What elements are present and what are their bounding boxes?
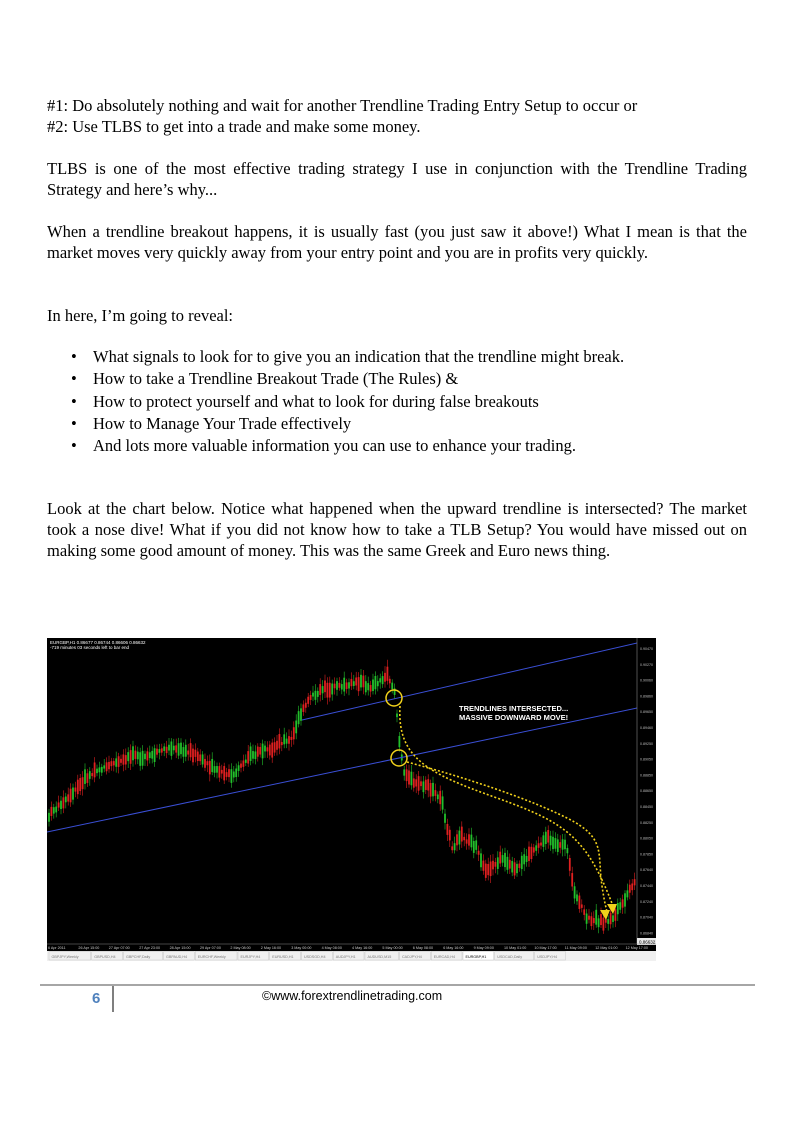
time-tick-label: 26 Apr 15:00 [78,946,100,950]
price-tick-label: 0.88250 [640,820,653,825]
option-line-1: #1: Do absolutely nothing and wait for another Trendline Trading Entry Setup to occur or [47,96,638,115]
time-tick-label: 4 May 16:00 [352,946,373,950]
chart-header-line-2: -719 minutes 03 seconds left to bar end [50,645,130,650]
annotation-line-2: MASSIVE DOWNWARD MOVE! [459,713,569,722]
tlbs-intro-paragraph: TLBS is one of the most effective trading strategy I use in conjunction with the Trendline Trading Strategy and here’s why... [47,159,747,199]
bullet-item: • How to Manage Your Trade effectively [47,413,747,435]
bullet-icon: • [71,413,77,433]
time-tick-label: 28 Apr 15:00 [169,946,191,950]
bullet-icon: • [71,436,77,456]
symbol-tab-label: EURCHF,Weekly [197,954,226,959]
price-tick-label: 0.90470 [640,647,653,651]
price-tick-label: 0.89650 [640,710,653,715]
bullet-item: • How to protect yourself and what to look for during false breakouts [47,391,747,413]
bullet-icon: • [71,347,77,366]
reveal-intro: In here, I’m going to reveal: [47,306,234,325]
symbol-tab-label: EURGBP,H1 [465,954,487,959]
symbol-tab-label: USDCAD,Daily [497,954,523,959]
forex-chart-screenshot [47,638,656,961]
chart-intro-paragraph: Look at the chart below. Notice what happened when the upward trendline is intersected? The market took a nose dive! What if you did not know how to take a TLB Setup? You would have missed out on making some good amount of money. This was the same Greek and Euro news thing. [47,499,747,560]
symbol-tab-label: GBPJPY,Weekly [51,954,79,959]
breakout-speed-paragraph: When a trendline breakout happens, it is usually fast (you just saw it above!) What I mean is that the market moves very quickly away from your entry point and you are in profits very quickly. [47,222,747,262]
price-tick-label: 0.88450 [640,805,653,809]
bullet-item: • And lots more valuable information you can use to enhance your trading. [47,435,747,457]
symbol-tab-label: GBPCHF,Daily [126,954,151,959]
price-tick-label: 0.87850 [640,852,653,857]
time-tick-label: 5 May 00:00 [382,946,403,950]
footer-divider [40,984,755,986]
page-number-divider [112,986,114,1012]
price-tick-label: 0.87440 [640,884,653,888]
bullet-item: • How to take a Trendline Breakout Trade (The Rules) & [47,368,747,390]
price-tick-label: 0.89460 [640,726,653,730]
price-tick-label: 0.87040 [640,915,653,920]
price-tick-label: 0.90060 [640,678,653,683]
time-tick-label: 6 Apr 2011 [48,946,66,950]
time-tick-label: 2 May 08:00 [230,946,251,950]
price-tick-label: 0.90270 [640,662,653,667]
price-tick-label: 0.89050 [640,757,653,762]
price-tick-label: 0.88650 [640,789,653,794]
symbol-tab-label: GBPAUD,H4 [166,954,188,959]
time-tick-label: 29 Apr 07:00 [200,946,221,950]
chart-header-line-1: EURGBP,H1 0.86677 0.86744 0.86606 0.86632 [50,640,146,645]
price-tick-label: 0.87240 [640,899,653,904]
price-tick-label: 0.88850 [640,773,653,778]
footer-url: ©www.forextrendlinetrading.com [262,989,443,1003]
symbol-tab-label: AUDJPY,H1 [335,954,356,959]
time-tick-label: 12 May 17:00 [625,946,648,950]
time-tick-label: 27 Apr 07:00 [108,946,130,950]
price-tick-label: 0.87640 [640,868,653,873]
time-tick-label: 10 May 17:00 [534,946,557,950]
symbol-tab-label: GBPUSD,H4 [94,954,116,959]
symbol-tab-label: USDJPY,H4 [537,954,558,959]
symbol-tab-label: CADJPY,H4 [402,954,422,959]
price-tick-label: 0.89250 [640,741,653,746]
time-tick-label: 11 May 09:00 [564,946,587,950]
time-tick-label: 10 May 01:00 [504,946,527,950]
time-tick-label: 6 May 16:00 [443,946,464,950]
annotation-line-1: TRENDLINES INTERSECTED... [459,704,569,713]
time-tick-label: 27 Apr 23:00 [139,946,161,950]
reveal-bullet-list [47,346,747,457]
bullet-item: • What signals to look for to give you an indication that the trendline might break. [47,346,747,368]
symbol-tab-row [49,952,566,961]
symbol-tab-label: EURUSD,H1 [272,954,294,959]
symbol-tab-label: USDSGD,H4 [304,954,326,959]
symbol-tab-label: EURJPY,H4 [240,954,261,959]
symbol-tab-label: EURCAD,H4 [433,954,456,959]
time-tick-label: 12 May 01:00 [595,946,618,950]
time-tick-label: 9 May 09:00 [473,946,494,950]
time-tick-label: 3 May 00:00 [291,946,312,950]
time-tick-label: 6 May 08:00 [412,946,434,950]
current-price-label: 0.86632 [639,939,656,945]
time-tick-label: 2 May 16:00 [260,946,282,950]
price-tick-label: 0.86840 [640,931,653,936]
price-tick-label: 0.89860 [640,694,653,699]
symbol-tab-label: AUDUSD,M15 [367,954,392,959]
page-number: 6 [92,990,101,1007]
price-tick-label: 0.88050 [640,836,653,841]
bullet-icon: • [71,391,77,411]
bullet-icon: • [71,369,77,389]
option-line-2: #2: Use TLBS to get into a trade and make some money. [47,117,421,136]
time-tick-label: 4 May 08:00 [321,946,342,950]
